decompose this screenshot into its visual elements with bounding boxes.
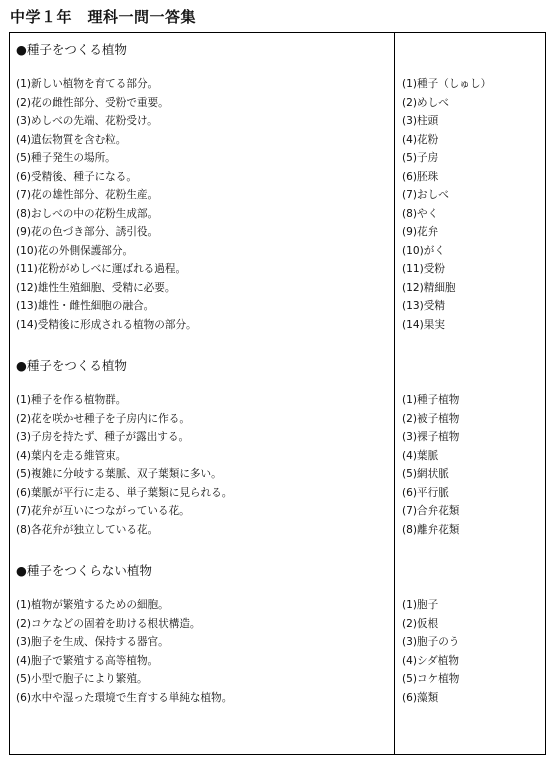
answer-item: (2)仮根 (402, 617, 439, 630)
section-heading: ●種子をつくる植物 (16, 358, 127, 373)
section-heading: ●種子をつくる植物 (16, 42, 127, 57)
question-item: (10)花の外側保護部分。 (16, 244, 134, 257)
question-item: (3)めしべの先端、花粉受け。 (16, 115, 158, 127)
question-item: (4)胞子で繁殖する高等植物。 (16, 654, 159, 667)
question-item: (3)子房を持たず、種子が露出する。 (16, 431, 190, 443)
answer-item: (4)シダ植物 (402, 654, 459, 667)
column-divider (394, 33, 395, 754)
page-title: 中学１年 理科一問一答集 (10, 8, 197, 26)
answer-item: (7)おしべ (402, 189, 449, 201)
question-item: (4)遺伝物質を含む粒。 (16, 133, 127, 146)
question-item: (2)コケなどの固着を助ける根状構造。 (16, 617, 201, 630)
section-2-answers (402, 356, 542, 539)
question-item: (5)小型で胞子により繁殖。 (16, 673, 148, 685)
question-item: (5)複雑に分岐する葉脈、双子葉類に多い。 (16, 468, 222, 480)
question-item: (1)新しい植物を育てる部分。 (16, 78, 159, 90)
answer-item: (8)離弁花類 (402, 523, 460, 536)
answer-item: (12)精細胞 (402, 281, 456, 294)
question-item: (2)花を咲かせ種子を子房内に作る。 (16, 412, 190, 425)
question-item: (12)雄性生殖細胞、受精に必要。 (16, 281, 176, 294)
section-1-questions (16, 40, 388, 334)
answer-item: (7)合弁花類 (402, 505, 460, 517)
answer-item: (13)受精 (402, 300, 445, 312)
section-3-questions (16, 561, 388, 707)
question-item: (6)受精後、種子になる。 (16, 170, 137, 183)
answer-item: (6)胚珠 (402, 170, 439, 183)
answer-item: (1)種子植物 (402, 394, 460, 406)
section-1-answers (402, 40, 542, 334)
question-item: (1)種子を作る植物群。 (16, 394, 127, 406)
question-item: (8)各花弁が独立している花。 (16, 523, 159, 536)
question-item: (11)花粉がめしべに運ばれる過程。 (16, 263, 187, 275)
section-3-answers (402, 561, 542, 707)
question-item: (6)葉脈が平行に走る、単子葉類に見られる。 (16, 486, 233, 499)
question-item: (5)種子発生の場所。 (16, 152, 116, 164)
qa-table (9, 32, 546, 755)
question-item: (7)花弁が互いにつながっている花。 (16, 505, 190, 517)
question-item: (7)花の雄性部分、花粉生産。 (16, 189, 159, 201)
question-item: (3)胞子を生成、保持する器官。 (16, 636, 169, 648)
question-item: (1)植物が繁殖するための細胞。 (16, 599, 169, 611)
answer-item: (10)がく (402, 244, 445, 257)
question-item: (14)受精後に形成される植物の部分。 (16, 318, 197, 331)
answer-item: (2)被子植物 (402, 412, 460, 425)
answer-item: (3)柱頭 (402, 115, 439, 127)
answer-item: (8)やく (402, 207, 439, 220)
answer-item: (11)受粉 (402, 263, 445, 275)
question-item: (9)花の色づき部分、誘引役。 (16, 226, 159, 238)
answer-item: (4)花粉 (402, 133, 439, 146)
question-item: (2)花の雌性部分、受粉で重要。 (16, 96, 169, 109)
question-item: (6)水中や湿った環境で生育する単純な植物。 (16, 691, 233, 704)
answer-item: (3)胞子のう (402, 636, 460, 648)
answer-item: (1)胞子 (402, 599, 439, 611)
question-item: (8)おしべの中の花粉生成部。 (16, 207, 159, 220)
answer-item: (4)葉脈 (402, 449, 439, 462)
question-item: (4)葉内を走る維管束。 (16, 449, 127, 462)
answer-item: (14)果実 (402, 318, 445, 331)
answer-item: (5)網状脈 (402, 468, 449, 480)
answer-item: (6)平行脈 (402, 486, 449, 499)
answer-item: (3)裸子植物 (402, 431, 460, 443)
section-heading: ●種子をつくらない植物 (16, 563, 152, 578)
answer-item: (5)子房 (402, 152, 439, 164)
answer-item: (2)めしべ (402, 96, 449, 109)
answer-item: (5)コケ植物 (402, 673, 460, 685)
answer-item: (1)種子（しゅし） (402, 78, 492, 90)
question-item: (13)雄性・雌性細胞の融合。 (16, 300, 155, 312)
answer-item: (9)花弁 (402, 226, 439, 238)
section-2-questions (16, 356, 388, 539)
answer-item: (6)藻類 (402, 691, 439, 704)
